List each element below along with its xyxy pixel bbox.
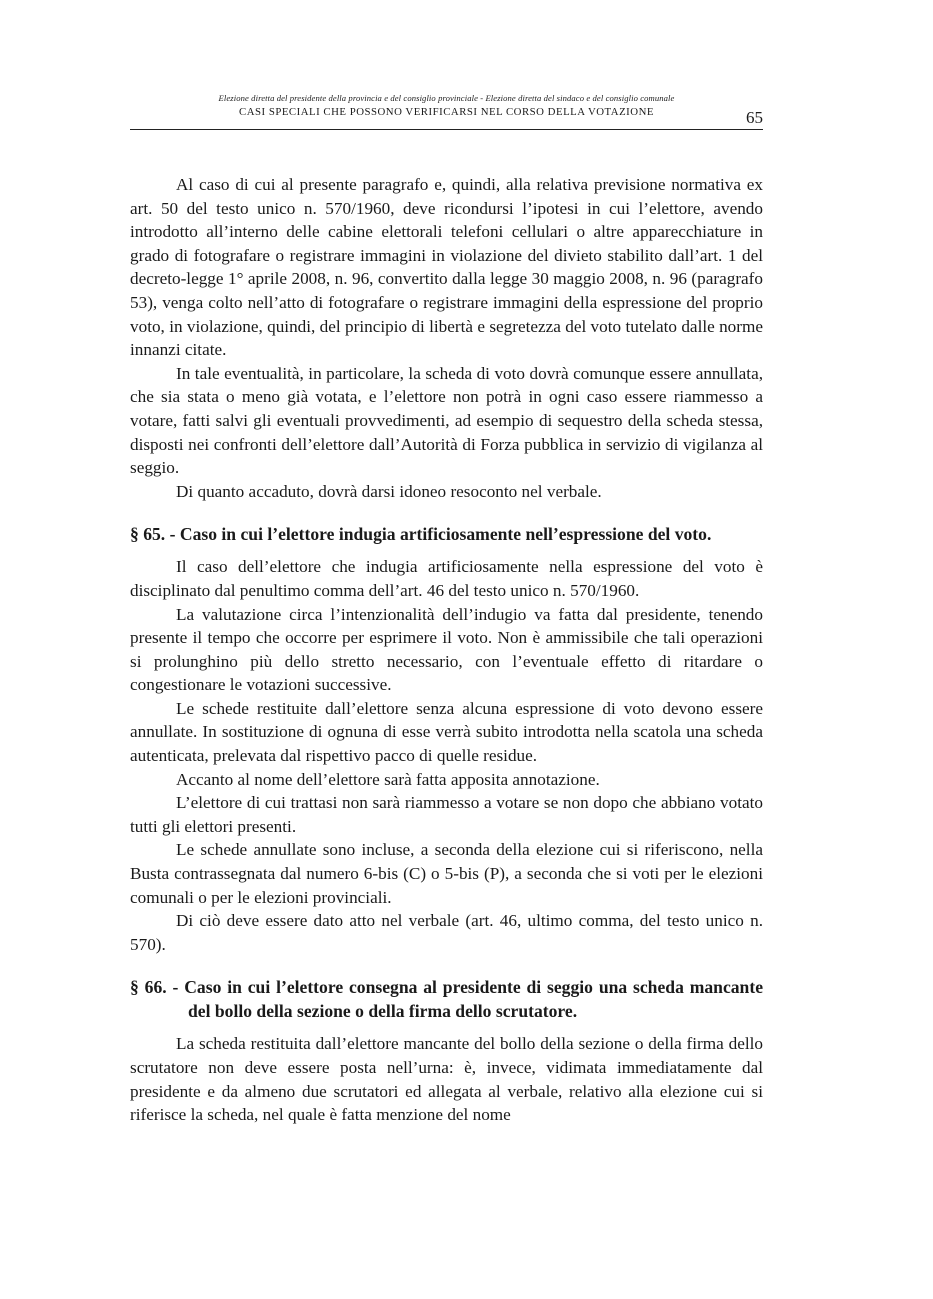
page-body <box>130 173 763 1127</box>
page-number: 65 <box>746 108 763 127</box>
section-heading-65 <box>130 522 763 546</box>
running-title-line1: Elezione diretta del presidente della provincia e del consiglio provinciale - Elezione diretta del sindaco e del consiglio comunale <box>218 93 675 103</box>
body-paragraph: Di quanto accaduto, dovrà darsi idoneo resoconto nel verbale. <box>176 481 602 501</box>
section-title-66: Caso in cui l’elettore consegna al presidente di seggio una scheda mancante del bollo della sezione o della firma dello scrutatore. <box>184 977 764 1022</box>
page-header <box>130 92 763 127</box>
section-title-65: Caso in cui l’elettore indugia artificiosamente nell’espressione del voto. <box>179 524 712 545</box>
body-paragraph: La scheda restituita dall’elettore mancante del bollo della sezione o della firma dello scrutatore non deve essere posta nell’urna: è, invece, vidimata immediatamente dal presidente e da almeno due scrutatori ed allegata al verbale, relativo alla elezione cui si riferisce la scheda, nel quale è fatta menzione del nome <box>130 1034 763 1125</box>
header-rule <box>130 129 763 130</box>
section-heading-66 <box>130 975 763 1023</box>
body-paragraph: In tale eventualità, in particolare, la scheda di voto dovrà comunque essere annullata, che sia stata o meno già votata, e l’elettore non potrà in ogni caso essere riammesso a votare, fatti salvi gli eventuali provvedimenti, ad esempio di sequestro della scheda stessa, disposti nei confronti dell’elettore dall’Autorità di Forza pubblica in servizio di vigilanza al seggio. <box>130 363 763 478</box>
body-paragraph: Il caso dell’elettore che indugia artificiosamente nella espressione del voto è disciplinato dal penultimo comma dell’art. 46 del testo unico n. 570/1960. <box>130 557 763 600</box>
body-paragraph: Di ciò deve essere dato atto nel verbale (art. 46, ultimo comma, del testo unico n. 570). <box>130 911 763 954</box>
running-title-line2: CASI SPECIALI CHE POSSONO VERIFICARSI NEL CORSO DELLA VOTAZIONE <box>239 106 654 118</box>
body-paragraph: Al caso di cui al presente paragrafo e, quindi, alla relativa previsione normativa ex art. 50 del testo unico n. 570/1960, deve ricondursi l’ipotesi in cui l’elettore, avendo introdotto all’interno delle cabine elettorali telefoni cellulari o altre apparecchiature in grado di fotografare o registrare immagini in violazione del divieto stabilito dall’art. 1 del decreto-legge 1° aprile 2008, n. 96, convertito dalla legge 30 maggio 2008, n. 96 (paragrafo 53), venga colto nell’atto di fotografare o registrare immagini della espressione del proprio voto, in violazione, quindi, del principio di libertà e segretezza del voto tutelato dalle norme innanzi citate. <box>130 175 763 360</box>
body-paragraph: La valutazione circa l’intenzionalità dell’indugio va fatta dal presidente, tenendo presente il tempo che occorre per esprimere il voto. Non è ammissibile che tali operazioni si prolunghino più dello stretto necessario, con l’eventuale effetto di ritardare o congestionare le votazioni successive. <box>130 604 763 695</box>
body-paragraph: Accanto al nome dell’elettore sarà fatta apposita annotazione. <box>176 769 600 789</box>
body-paragraph: L’elettore di cui trattasi non sarà riammesso a votare se non dopo che abbiano votato tutti gli elettori presenti. <box>130 793 763 836</box>
body-paragraph: Le schede annullate sono incluse, a seconda della elezione cui si riferiscono, nella Busta contrassegnata dal numero 6-bis (C) o 5-bis (P), a seconda che si voti per le elezioni comunali o per le elezioni provinciali. <box>130 840 763 907</box>
body-paragraph: Le schede restituite dall’elettore senza alcuna espressione di voto devono essere annullate. In sostituzione di ognuna di esse verrà subito introdotta nella scatola una scheda autenticata, prelevata dal rispettivo pacco di quelle residue. <box>130 698 763 766</box>
section-number-66: § 66. - <box>130 977 179 998</box>
section-number-65: § 65. - <box>130 524 176 545</box>
